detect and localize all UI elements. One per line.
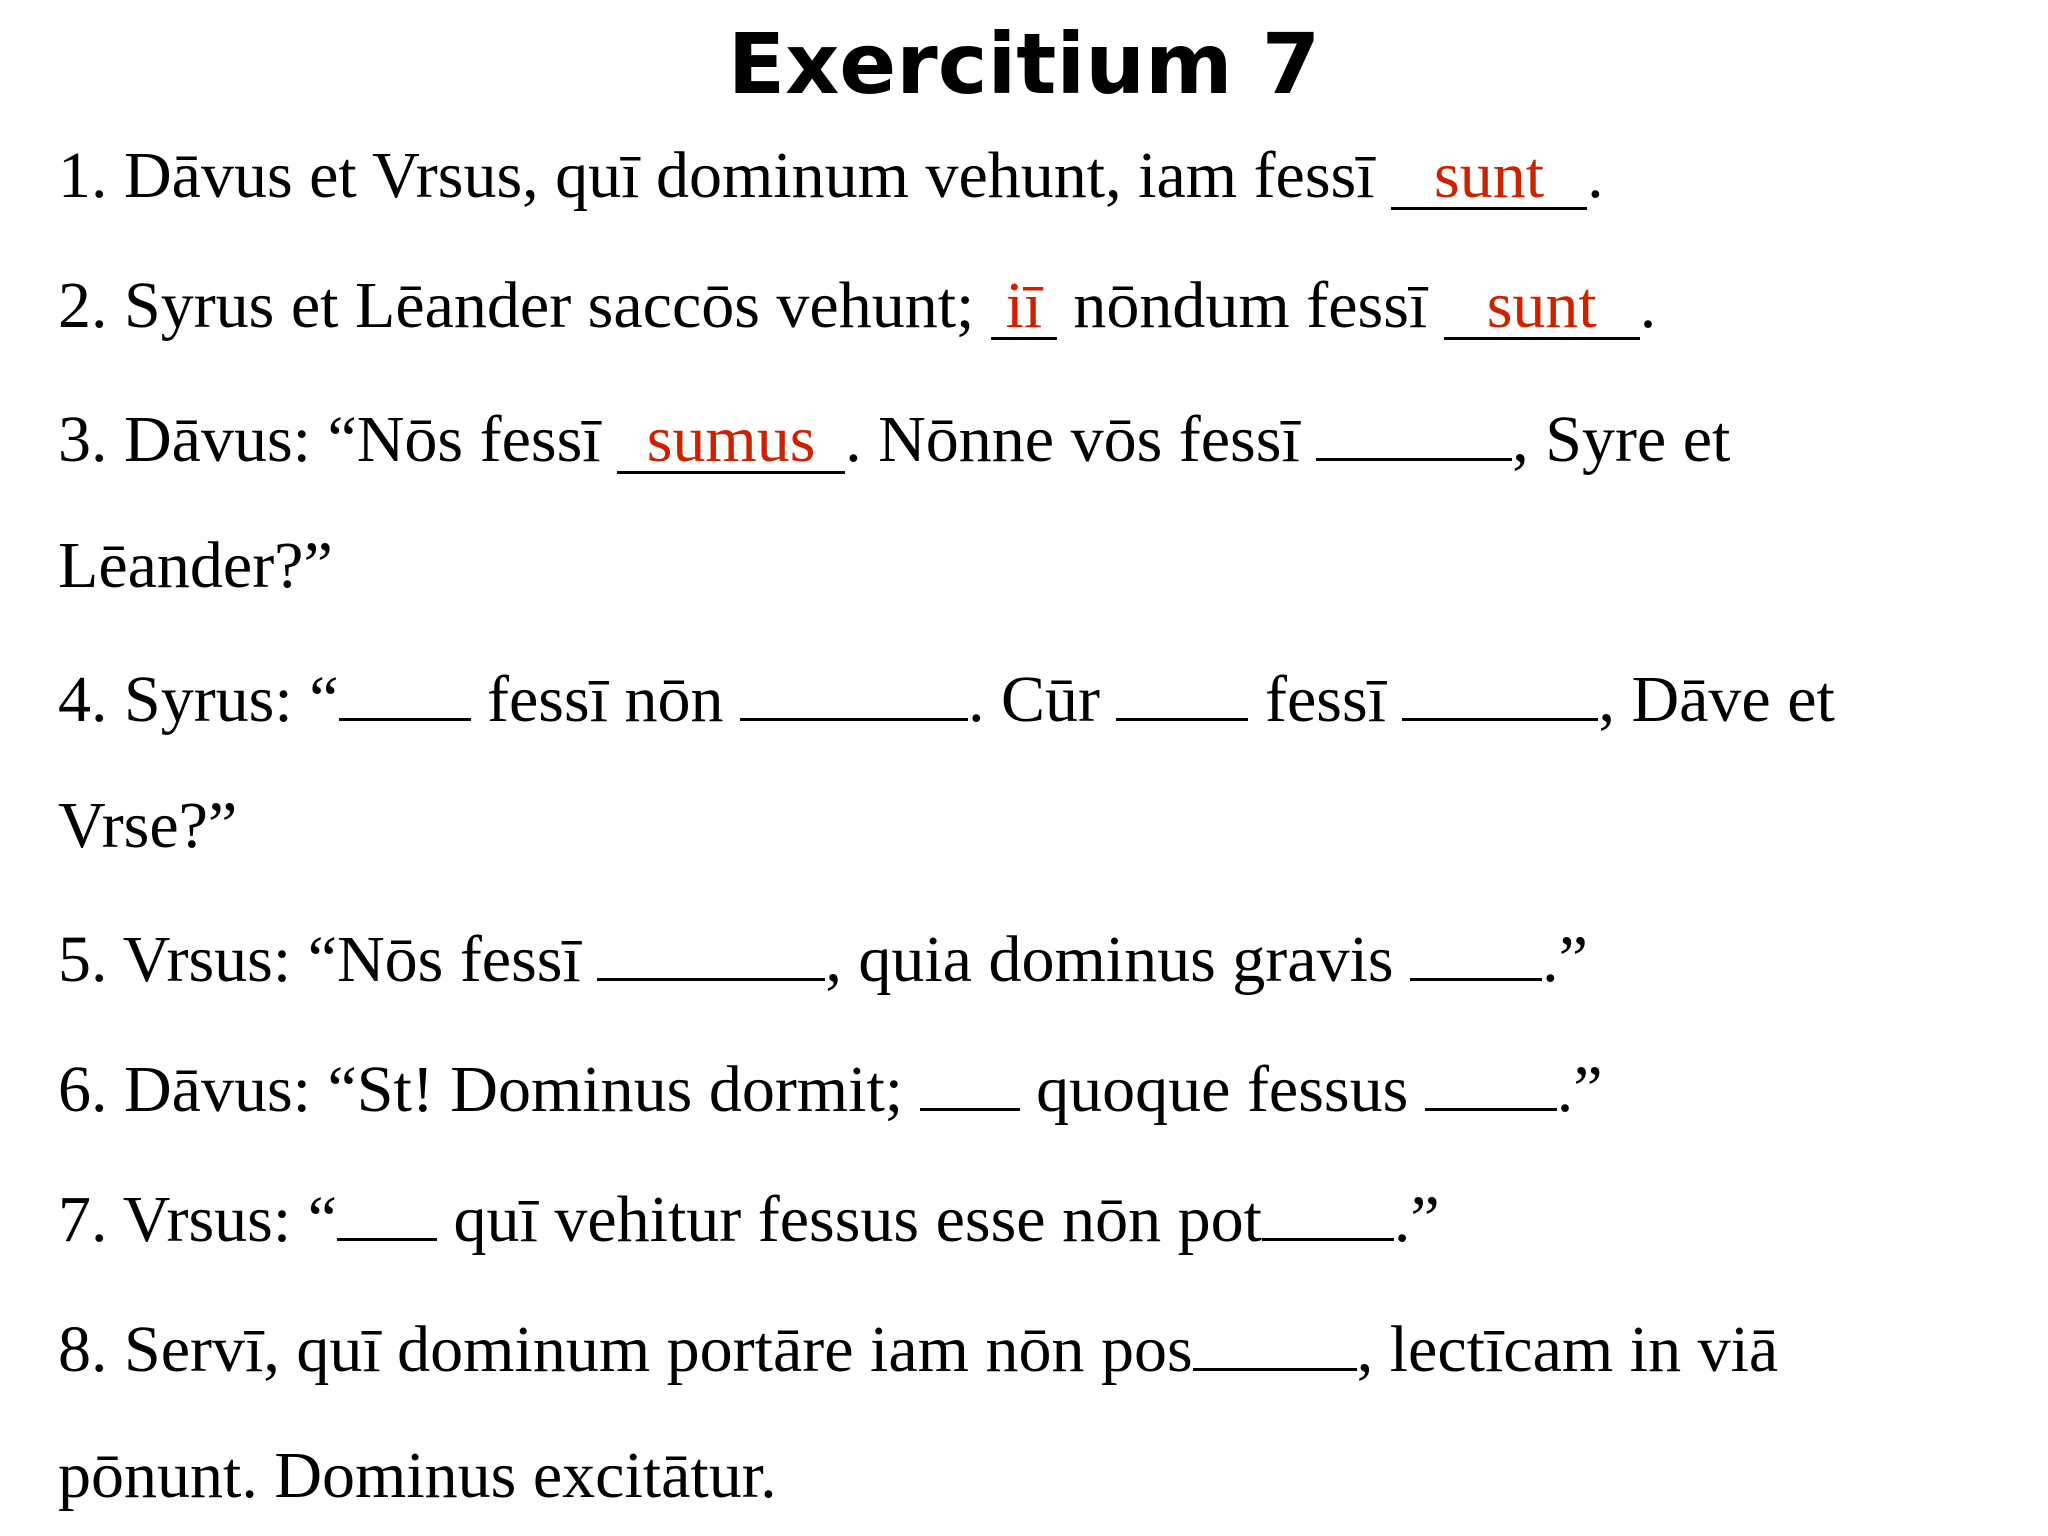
answer-blank	[1391, 139, 1587, 212]
line-text: , Dāve et	[1598, 663, 1835, 736]
line-text: nōndum fessī	[1056, 269, 1444, 342]
exercise-line-8-cont	[58, 1436, 777, 1516]
answer-text: sunt	[1486, 269, 1597, 342]
exercise-line-3-cont	[58, 526, 333, 606]
answer-blank	[1316, 396, 1512, 461]
line-text: pōnunt. Dominus excitātur.	[58, 1439, 777, 1512]
answer-blank	[339, 656, 471, 721]
line-text: 3. Dāvus: “Nōs fessī	[58, 403, 618, 476]
line-text: , quia dominus gravis	[825, 923, 1411, 996]
answer-blank	[1425, 1046, 1557, 1111]
answer-blank	[617, 403, 845, 476]
answer-blank	[920, 1046, 1020, 1111]
answer-blank	[597, 916, 825, 981]
answer-blank	[991, 269, 1057, 342]
answer-blank	[1444, 269, 1640, 342]
answer-text: sumus	[646, 403, 816, 476]
answer-blank	[740, 656, 968, 721]
page-title: Exercitium 7	[727, 15, 1321, 113]
exercise-line-4-cont	[58, 786, 237, 866]
line-text: fessī	[1248, 663, 1403, 736]
line-text: Vrse?”	[58, 789, 238, 862]
exercise-line-2	[58, 266, 1656, 346]
line-text: , lectīcam in viā	[1356, 1313, 1779, 1386]
line-text: . Cūr	[967, 663, 1117, 736]
line-text: 6. Dāvus: “St! Dominus dormit;	[58, 1053, 920, 1126]
line-text: 5. Vrsus: “Nōs fessī	[58, 923, 598, 996]
line-text: .”	[1393, 1183, 1440, 1256]
answer-blank	[1116, 656, 1248, 721]
line-text: 1. Dāvus et Vrsus, quī dominum vehunt, iam fessī	[58, 139, 1392, 212]
exercise-line-5	[58, 916, 1588, 1000]
line-text: .	[1587, 139, 1604, 212]
line-text: Lēander?”	[58, 529, 333, 602]
line-text: quoque fessus	[1019, 1053, 1425, 1126]
exercise-line-7	[58, 1176, 1440, 1260]
answer-text: sunt	[1434, 139, 1545, 212]
line-text: 7. Vrsus: “	[58, 1183, 337, 1256]
answer-blank	[1410, 916, 1542, 981]
line-text: .”	[1556, 1053, 1603, 1126]
line-text: 4. Syrus: “	[58, 663, 339, 736]
exercise-line-1	[58, 136, 1604, 216]
line-text: 2. Syrus et Lēander saccōs vehunt;	[58, 269, 991, 342]
answer-blank	[337, 1176, 437, 1241]
line-text: .	[1639, 269, 1657, 342]
exercise-line-3	[58, 396, 1730, 480]
line-text: quī vehitur fessus esse nōn pot	[437, 1183, 1262, 1256]
answer-blank	[1193, 1306, 1357, 1371]
line-text: .”	[1542, 923, 1588, 996]
line-text: , Syre et	[1512, 403, 1731, 476]
exercise-line-8	[58, 1306, 1778, 1390]
exercise-line-4	[58, 656, 1835, 740]
line-text: fessī nōn	[470, 663, 740, 736]
answer-text: iī	[1005, 269, 1043, 342]
answer-blank	[1402, 656, 1598, 721]
answer-blank	[1262, 1176, 1394, 1241]
line-text: . Nōnne vōs fessī	[845, 403, 1317, 476]
line-text: 8. Servī, quī dominum portāre iam nōn pos	[58, 1313, 1193, 1386]
exercise-line-6	[58, 1046, 1603, 1130]
